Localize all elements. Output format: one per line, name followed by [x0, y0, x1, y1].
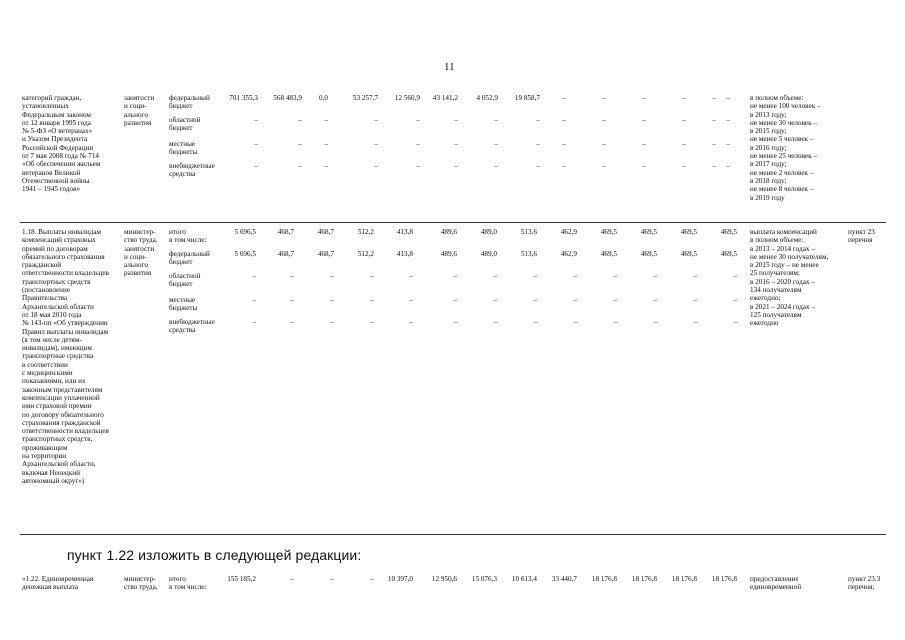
row-b-value-cell: 462,9	[560, 228, 577, 236]
row-a-value-cell: –	[298, 140, 302, 148]
row-a-value-cell: 53 257,7	[352, 94, 378, 102]
row-c-value-cell: 33 440,7	[551, 575, 577, 583]
row-c-value-cell: –	[290, 575, 294, 583]
row-b-value-cell: –	[573, 296, 577, 304]
row-a-value-cell: –	[682, 94, 686, 102]
row-b-value-cell: –	[493, 272, 497, 280]
row-a-source-local: местные бюджеты	[169, 140, 198, 157]
row-b-value-cell: –	[653, 272, 657, 280]
row-a-value-cell: –	[374, 116, 378, 124]
row-b-value-cell: –	[613, 318, 617, 326]
section-heading: пункт 1.22 изложить в следующей редакции:	[67, 547, 362, 563]
row-b-value-cell: –	[290, 318, 294, 326]
row-b-value-cell: –	[453, 318, 457, 326]
row-b-value-cell: 468,7	[317, 250, 334, 258]
row-c-source-total: итого в том числе:	[169, 575, 207, 592]
row-b-value-cell: –	[252, 272, 256, 280]
row-a-value-cell: –	[536, 116, 540, 124]
row-b-value-cell: –	[733, 272, 737, 280]
row-a-value-cell: –	[682, 162, 686, 170]
row-c-value-cell: 15 076,3	[471, 575, 497, 583]
row-a-value-cell: –	[254, 162, 258, 170]
row-a-value-cell: –	[726, 162, 730, 170]
row-a-value-cell: –	[602, 140, 606, 148]
row-c-value-cell: 18 176,8	[671, 575, 697, 583]
row-a-value-cell: –	[324, 116, 328, 124]
row-c-value-cell: 10 613,4	[511, 575, 537, 583]
row-a-value-cell: –	[562, 140, 566, 148]
row-b-value-cell: 413,8	[396, 228, 413, 236]
row-a-value-cell: –	[712, 140, 716, 148]
row-b-value-cell: –	[252, 318, 256, 326]
row-b-value-cell: 5 696,5	[234, 228, 256, 236]
row-b-value-cell: –	[653, 318, 657, 326]
row-b-value-cell: –	[370, 318, 374, 326]
row-a-value-cell: 568 483,9	[273, 94, 302, 102]
row-c-reference: пункт 23.3 перечня;	[848, 575, 881, 592]
row-b-reference: пункт 23 перечня	[848, 228, 875, 245]
row-b-value-cell: 5 696,5	[234, 250, 256, 258]
row-b-value-cell: 469,5	[640, 228, 657, 236]
row-a-value-cell: –	[712, 116, 716, 124]
row-b-value-cell: 489,6	[440, 228, 457, 236]
row-a-value-cell: –	[324, 140, 328, 148]
row-a-value-cell: –	[682, 140, 686, 148]
row-b-value-cell: –	[613, 296, 617, 304]
row-a-executor: занятости и соци- ального развития	[124, 94, 155, 127]
row-b-value-cell: –	[290, 296, 294, 304]
row-a-value-cell: –	[494, 162, 498, 170]
row-b-value-cell: –	[330, 296, 334, 304]
row-c-value-cell: 18 176,8	[711, 575, 737, 583]
row-a-value-cell: –	[602, 162, 606, 170]
row-b-value-cell: 469,5	[640, 250, 657, 258]
row-a-value-cell: –	[298, 162, 302, 170]
row-c-value-cell: 18 176,8	[591, 575, 617, 583]
row-b-value-cell: –	[409, 318, 413, 326]
row-a-value-cell: –	[374, 162, 378, 170]
row-a-value-cell: –	[602, 116, 606, 124]
row-b-value-cell: 469,5	[720, 228, 737, 236]
row-b-value-cell: –	[533, 272, 537, 280]
row-b-value-cell: –	[733, 318, 737, 326]
row-b-value-cell: –	[409, 296, 413, 304]
row-a-value-cell: –	[298, 116, 302, 124]
row-a-value-cell: –	[726, 116, 730, 124]
row-b-value-cell: 489,6	[440, 250, 457, 258]
row-b-value-cell: –	[573, 318, 577, 326]
row-b-value-cell: –	[409, 272, 413, 280]
page-number: 11	[444, 61, 455, 73]
row-b-value-cell: 469,5	[680, 250, 697, 258]
row-c-value-cell: –	[370, 575, 374, 583]
row-a-value-cell: –	[494, 116, 498, 124]
row-a-value-cell: –	[416, 162, 420, 170]
row-b-value-cell: –	[330, 318, 334, 326]
row-b-value-cell: 468,7	[317, 228, 334, 236]
row-b-value-cell: –	[493, 296, 497, 304]
row-b-value-cell: –	[573, 272, 577, 280]
row-b-value-cell: 513,6	[520, 228, 537, 236]
row-b-value-cell: 469,5	[680, 228, 697, 236]
row-a-value-cell: –	[562, 162, 566, 170]
row-a-source-federal: федеральный бюджет	[169, 94, 210, 111]
row-b-result: выплата компенсаций в полном объеме: в 2013 – 2014 годах – не менее 30 получателям, в 2015 году – не менее 25 получателям; в 2016 – 2020 годах – 134 получателям ежегодно; в 2021 – 2024 годах – 125 получателям ежегодно	[750, 228, 829, 328]
row-b-value-cell: –	[533, 318, 537, 326]
row-a-value-cell: –	[416, 140, 420, 148]
row-c-result: предоставление единовременной	[750, 575, 802, 592]
row-b-value-cell: 512,2	[357, 228, 374, 236]
row-a-value-cell: –	[454, 140, 458, 148]
row-a-value-cell: 19 858,7	[514, 94, 540, 102]
row-a-value-cell: –	[324, 162, 328, 170]
row-b-value-cell: –	[330, 272, 334, 280]
row-b-value-cell: 489,0	[480, 250, 497, 258]
row-b-value-cell: –	[733, 296, 737, 304]
row-b-value-cell: 462,9	[560, 250, 577, 258]
row-a-value-cell: –	[536, 140, 540, 148]
row-a-value-cell: –	[562, 94, 566, 102]
row-a-value-cell: –	[454, 116, 458, 124]
row-a-value-cell: –	[726, 94, 730, 102]
row-b-executor: министер- ство труда, занятости и соци- ального развития	[124, 228, 158, 278]
row-b-value-cell: 413,8	[396, 250, 413, 258]
row-a-value-cell: 12 560,9	[394, 94, 420, 102]
row-c-value-cell: 18 176,8	[631, 575, 657, 583]
row-b-value-cell: –	[693, 296, 697, 304]
row-a-value-cell: –	[494, 140, 498, 148]
row-b-value-cell: 512,2	[357, 250, 374, 258]
row-a-value-cell: –	[416, 116, 420, 124]
row-a-source-regional: областной бюджет	[169, 116, 201, 133]
row-b-value-cell: –	[453, 296, 457, 304]
row-b-value-cell: –	[533, 296, 537, 304]
row-b-source-offbudget: внебюджетные средства	[169, 318, 215, 335]
row-a-value-cell: 0,0	[319, 94, 328, 102]
row-a-value-cell: –	[536, 162, 540, 170]
row-b-value-cell: 469,5	[720, 250, 737, 258]
row-a-value-cell: –	[254, 116, 258, 124]
row-b-source-local: местные бюджеты	[169, 296, 198, 313]
row-b-value-cell: 468,7	[277, 228, 294, 236]
row-c-value-cell: –	[330, 575, 334, 583]
row-b-value-cell: –	[252, 296, 256, 304]
row-a-value-cell: –	[642, 140, 646, 148]
row-a-value-cell: –	[642, 162, 646, 170]
row-c-description: «1.22. Единовременная денежная выплата	[22, 575, 94, 592]
row-b-source-regional: областной бюджет	[169, 272, 201, 289]
row-b-value-cell: –	[693, 318, 697, 326]
row-b-source-federal: федеральный бюджет	[169, 250, 210, 267]
row-a-value-cell: –	[254, 140, 258, 148]
row-a-value-cell: 43 141,2	[432, 94, 458, 102]
row-a-result: в полном объеме: не менее 100 человек – в 2013 году; не менее 30 человек – в 2015 году; не менее 5 человек – в 2016 году; не менее 25 человек – в 2017 году; не менее 2 человек – в 2018 году; не менее 8 человек – в 2019 году	[750, 94, 821, 202]
row-a-value-cell: 701 355,3	[229, 94, 258, 102]
row-divider	[20, 534, 886, 535]
row-a-value-cell: –	[712, 162, 716, 170]
row-divider	[20, 222, 886, 223]
row-b-value-cell: –	[370, 296, 374, 304]
row-c-value-cell: 10 397,0	[387, 575, 413, 583]
row-c-executor: министер- ство труда,	[124, 575, 158, 592]
row-a-value-cell: –	[726, 140, 730, 148]
row-b-value-cell: 468,7	[277, 250, 294, 258]
row-a-value-cell: –	[374, 140, 378, 148]
row-b-value-cell: –	[453, 272, 457, 280]
row-a-value-cell: –	[562, 116, 566, 124]
row-b-value-cell: –	[653, 296, 657, 304]
row-b-value-cell: –	[370, 272, 374, 280]
row-b-value-cell: 469,5	[600, 228, 617, 236]
row-b-value-cell: –	[693, 272, 697, 280]
row-b-value-cell: 489,0	[480, 228, 497, 236]
row-a-source-offbudget: внебюджетные средства	[169, 162, 215, 179]
row-a-value-cell: –	[454, 162, 458, 170]
row-c-value-cell: 155 185,2	[227, 575, 256, 583]
row-a-value-cell: –	[682, 116, 686, 124]
row-b-value-cell: 469,5	[600, 250, 617, 258]
row-b-value-cell: –	[613, 272, 617, 280]
row-a-value-cell: –	[642, 94, 646, 102]
row-a-value-cell: 4 052,9	[476, 94, 498, 102]
row-a-value-cell: –	[712, 94, 716, 102]
row-a-value-cell: –	[642, 116, 646, 124]
row-a-description: категорий граждан, установленных Федеральным законом от 12 января 1995 года № 5-ФЗ «О ветеранах» и Указом Президента Российской Федерации от 7 мая 2008 года № 714 «Об обеспечении жильем ветеранов Великой Отечественной войны 1941 – 1945 годов»	[22, 94, 101, 194]
row-b-value-cell: –	[290, 272, 294, 280]
row-b-value-cell: –	[493, 318, 497, 326]
row-b-description: 1.18. Выплаты инвалидам компенсаций страховых премий по договорам обязательного страхования гражданской ответственности владельцев транспортных средств (постановление Правительства Архангельской области от 18 мая 2010 года № 143-пп «Об утверждении Правил выплаты инвалидам (в том числе детям- инвалидам), имеющим транспортные средства в соответствии с медицинскими показаниями, или их законным представителям компенсации уплаченной ими страховой премии по договору обязательного страхования гражданской ответственности владельцев транспортных средств, проживающим на территории Архангельской области, включая Ненецкий автономный округ»)	[22, 228, 109, 485]
row-a-value-cell: –	[602, 94, 606, 102]
row-b-source-total: итого в том числе:	[169, 228, 207, 245]
row-b-value-cell: 513,6	[520, 250, 537, 258]
row-c-value-cell: 12 950,6	[431, 575, 457, 583]
